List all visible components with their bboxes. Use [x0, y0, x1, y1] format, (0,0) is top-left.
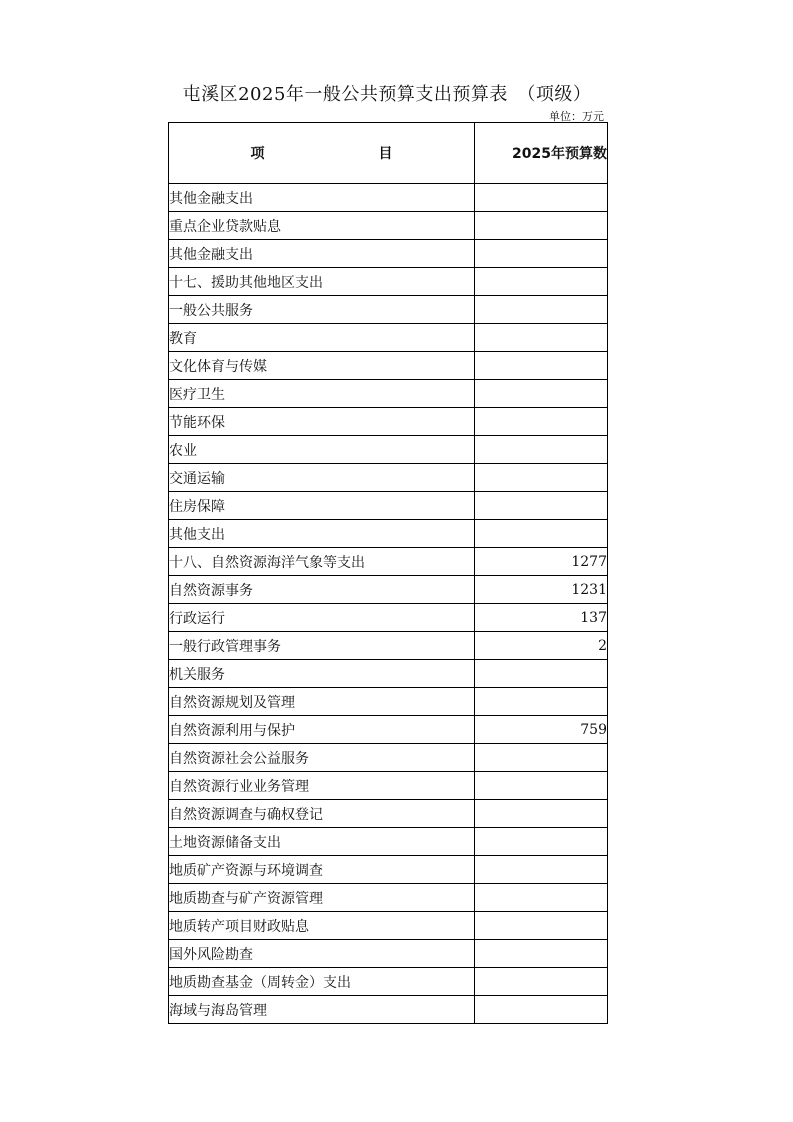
- table-row: [169, 772, 608, 800]
- row-label: 机关服务: [169, 660, 475, 688]
- table-row: [169, 296, 608, 324]
- table-header-row: [169, 123, 608, 184]
- row-label: 自然资源行业业务管理: [169, 772, 475, 800]
- row-amount: [475, 212, 608, 240]
- row-label: 土地资源储备支出: [169, 828, 475, 856]
- table-row: [169, 856, 608, 884]
- row-label: 节能环保: [169, 408, 475, 436]
- row-amount: [475, 884, 608, 912]
- row-amount: [475, 828, 608, 856]
- table-body: [169, 184, 608, 1024]
- row-label: 重点企业贷款贴息: [169, 212, 475, 240]
- table-row: [169, 212, 608, 240]
- row-label: 地质转产项目财政贴息: [169, 912, 475, 940]
- table-row: [169, 996, 608, 1024]
- row-label: 地质勘查基金（周转金）支出: [169, 968, 475, 996]
- row-amount: [475, 940, 608, 968]
- table-row: [169, 324, 608, 352]
- row-amount: 137: [475, 604, 608, 632]
- row-amount: [475, 744, 608, 772]
- row-amount: [475, 184, 608, 212]
- row-label: 文化体育与传媒: [169, 352, 475, 380]
- row-label: 自然资源规划及管理: [169, 688, 475, 716]
- unit-label: 单位：万元: [549, 110, 604, 123]
- row-amount: [475, 660, 608, 688]
- row-amount: [475, 380, 608, 408]
- row-amount: 759: [475, 716, 608, 744]
- row-amount: [475, 996, 608, 1024]
- row-label: 交通运输: [169, 464, 475, 492]
- row-amount: 2: [475, 632, 608, 660]
- row-amount: [475, 352, 608, 380]
- row-label: 自然资源调查与确权登记: [169, 800, 475, 828]
- table-row: [169, 912, 608, 940]
- row-label: 其他金融支出: [169, 240, 475, 268]
- row-label: 国外风险勘查: [169, 940, 475, 968]
- table-row: [169, 660, 608, 688]
- row-amount: [475, 240, 608, 268]
- row-amount: [475, 464, 608, 492]
- row-label: 自然资源社会公益服务: [169, 744, 475, 772]
- row-label: 地质勘查与矿产资源管理: [169, 884, 475, 912]
- table-row: [169, 716, 608, 744]
- table-row: [169, 604, 608, 632]
- table-row: [169, 268, 608, 296]
- table-row: [169, 632, 608, 660]
- table-row: [169, 744, 608, 772]
- table-row: [169, 800, 608, 828]
- header-amount: 2025年预算数: [475, 123, 608, 184]
- table-row: [169, 436, 608, 464]
- table-row: [169, 240, 608, 268]
- row-amount: 1277: [475, 548, 608, 576]
- row-amount: [475, 492, 608, 520]
- table-row: [169, 576, 608, 604]
- row-amount: [475, 436, 608, 464]
- table-row: [169, 464, 608, 492]
- row-amount: [475, 324, 608, 352]
- row-label: 其他金融支出: [169, 184, 475, 212]
- row-label: 教育: [169, 324, 475, 352]
- table-row: [169, 688, 608, 716]
- row-label: 一般公共服务: [169, 296, 475, 324]
- table-row: [169, 940, 608, 968]
- table-row: [169, 884, 608, 912]
- table-row: [169, 520, 608, 548]
- row-label: 自然资源利用与保护: [169, 716, 475, 744]
- table-row: [169, 828, 608, 856]
- row-label: 地质矿产资源与环境调查: [169, 856, 475, 884]
- budget-table: [168, 122, 608, 1024]
- row-amount: [475, 968, 608, 996]
- table-row: [169, 408, 608, 436]
- row-label: 行政运行: [169, 604, 475, 632]
- row-label: 一般行政管理事务: [169, 632, 475, 660]
- row-amount: [475, 296, 608, 324]
- row-amount: [475, 856, 608, 884]
- row-label: 农业: [169, 436, 475, 464]
- table-row: [169, 380, 608, 408]
- row-label: 十八、自然资源海洋气象等支出: [169, 548, 475, 576]
- table-row: [169, 968, 608, 996]
- row-amount: 1231: [475, 576, 608, 604]
- row-amount: [475, 268, 608, 296]
- table-row: [169, 184, 608, 212]
- row-label: 住房保障: [169, 492, 475, 520]
- header-item: 项 目: [169, 123, 475, 184]
- row-amount: [475, 520, 608, 548]
- page-title: 屯溪区2025年一般公共预算支出预算表 （项级）: [182, 84, 592, 105]
- table-row: [169, 352, 608, 380]
- row-label: 医疗卫生: [169, 380, 475, 408]
- row-amount: [475, 800, 608, 828]
- row-amount: [475, 772, 608, 800]
- row-label: 自然资源事务: [169, 576, 475, 604]
- table-row: [169, 492, 608, 520]
- row-label: 海域与海岛管理: [169, 996, 475, 1024]
- row-amount: [475, 688, 608, 716]
- row-amount: [475, 408, 608, 436]
- row-amount: [475, 912, 608, 940]
- table-row: [169, 548, 608, 576]
- row-label: 其他支出: [169, 520, 475, 548]
- row-label: 十七、援助其他地区支出: [169, 268, 475, 296]
